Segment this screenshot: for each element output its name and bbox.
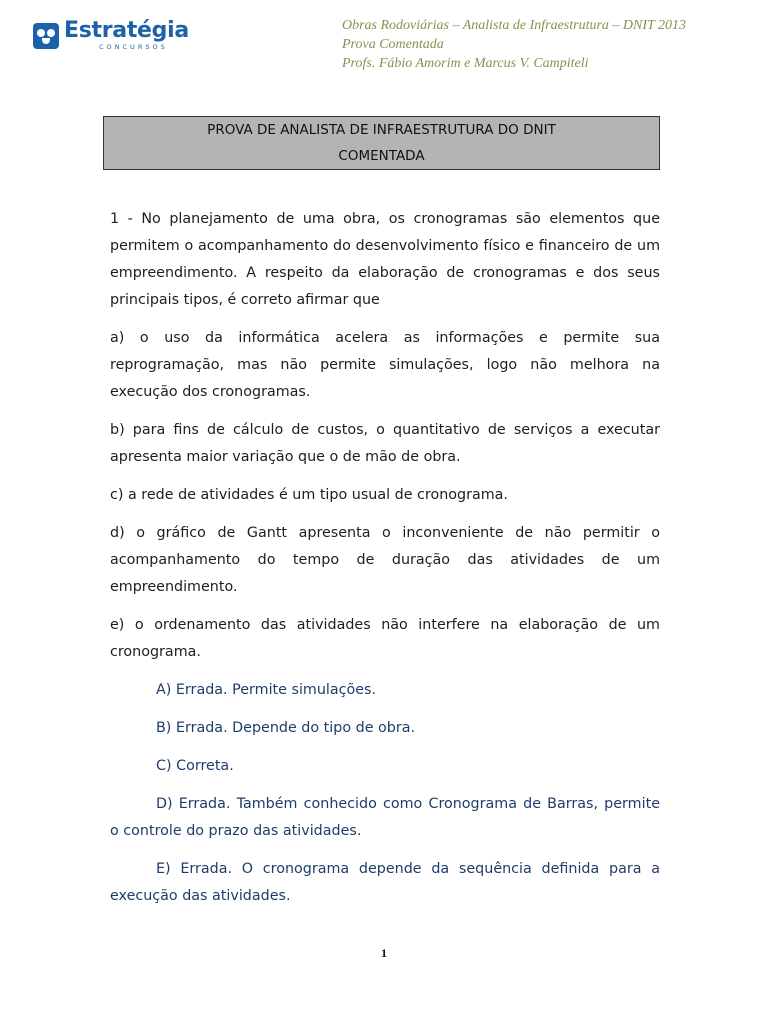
brand-name: Estratégia <box>64 18 189 43</box>
option-e: e) o ordenamento das atividades não interfere na elaboração de um cronograma. <box>110 617 660 660</box>
page-number: 1 <box>381 946 387 960</box>
option-b: b) para fins de cálculo de custos, o quantitativo de serviços a executar apresenta maior variação que o de mão de obra. <box>110 422 660 465</box>
doc-type: Prova Comentada <box>342 37 444 52</box>
owl-icon <box>33 23 59 49</box>
option-d: d) o gráfico de Gantt apresenta o inconveniente de não permitir o acompanhamento do tempo de duração das atividades de um empreendimento. <box>110 525 660 595</box>
option-a: a) o uso da informática acelera as informações e permite sua reprogramação, mas não permite simulações, logo não melhora na execução dos cronogramas. <box>110 330 660 400</box>
comment-c: C) Correta. <box>156 758 234 774</box>
question-statement: 1 - No planejamento de uma obra, os cronogramas são elementos que permitem o acompanhamento do desenvolvimento físico e financeiro de um empreendimento. A respeito da elaboração de cronogramas e dos seus principais tipos, é correto afirmar que <box>110 211 660 308</box>
authors: Profs. Fábio Amorim e Marcus V. Campiteli <box>342 56 589 71</box>
course-line: Obras Rodoviárias – Analista de Infraestrutura – DNIT 2013 <box>342 18 687 33</box>
title-line-2: COMENTADA <box>338 148 425 164</box>
title-line-1: PROVA DE ANALISTA DE INFRAESTRUTURA DO DNIT <box>207 122 556 138</box>
brand-logo <box>33 20 193 52</box>
comment-d: D) Errada. Também conhecido como Cronograma de Barras, permite o controle do prazo das atividades. <box>110 796 660 839</box>
comment-b: B) Errada. Depende do tipo de obra. <box>156 720 416 736</box>
document-header <box>342 16 686 73</box>
option-c: c) a rede de atividades é um tipo usual de cronograma. <box>110 487 508 503</box>
question-content <box>110 206 660 921</box>
brand-subtitle: CONCURSOS <box>99 43 168 51</box>
comment-a: A) Errada. Permite simulações. <box>156 682 377 698</box>
page-title <box>103 116 660 170</box>
comment-e: E) Errada. O cronograma depende da sequência definida para a execução das atividades. <box>110 861 660 904</box>
